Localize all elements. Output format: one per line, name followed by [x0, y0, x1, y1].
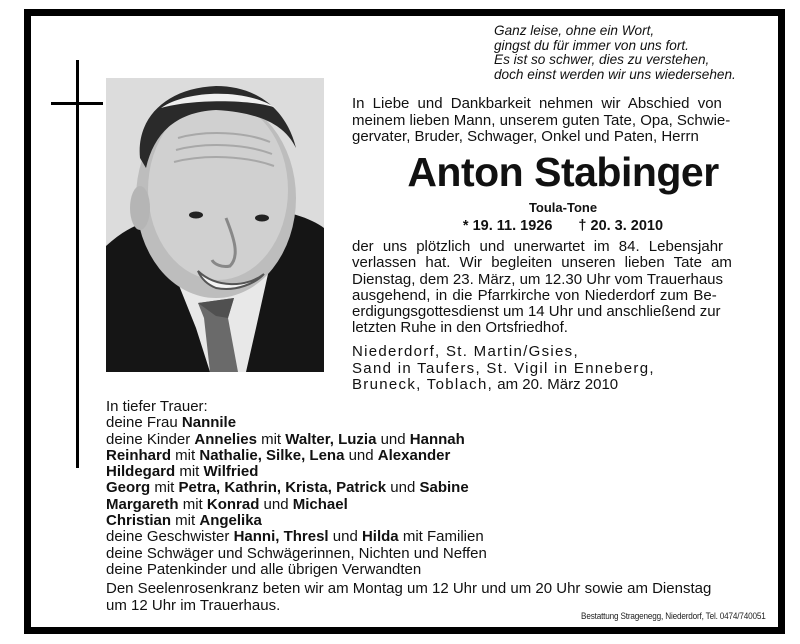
mourner-name: Walter, Luzia: [285, 430, 377, 448]
mourner-row: [106, 513, 487, 529]
mourner-name: Nannile: [181, 414, 237, 432]
announcement-line: ausgehend, in die Pfarrkirche von Niederdorf zum Be-: [352, 286, 717, 304]
birth-date: * 19. 11. 1926: [462, 218, 553, 234]
mourner-name: Hildegard: [106, 463, 176, 481]
poem-line: Ganz leise, ohne ein Wort,: [494, 23, 655, 38]
mourner-name: Sabine: [419, 479, 469, 497]
mourner-name: Hanni, Thresl: [233, 528, 329, 546]
mourner-name: Christian: [106, 512, 172, 530]
mourner-relation: mit Familien: [398, 528, 484, 546]
mourners-list: [106, 399, 487, 578]
places-line: Sand in Taufers, St. Vigil in Enneberg,: [352, 359, 655, 377]
mourner-relation: mit: [175, 463, 204, 481]
mourner-row: [106, 464, 487, 480]
announcement-line: letzten Ruhe in den Ortsfriedhof.: [352, 319, 568, 337]
mourner-relation: deine Schwäger und Schwägerinnen, Nichten und Neffen: [106, 544, 487, 562]
mourner-name: Georg: [106, 479, 151, 497]
mourner-name: Margareth: [106, 495, 179, 513]
death-date: † 20. 3. 2010: [578, 218, 664, 234]
mourner-relation: deine Patenkinder und alle übrigen Verwandten: [106, 560, 422, 578]
mourner-relation: und: [344, 446, 378, 464]
cross-icon-horizontal: [51, 102, 103, 105]
mourner-row: [106, 448, 487, 464]
portrait-photo: [106, 78, 324, 372]
mourners-heading: In tiefer Trauer:: [106, 398, 208, 415]
mourner-relation: und: [328, 528, 362, 546]
mourner-relation: mit: [150, 479, 179, 497]
cross-icon-vertical: [76, 60, 79, 468]
mourner-relation: mit: [178, 495, 207, 513]
places-line: Niederdorf, St. Martin/Gsies,: [352, 343, 579, 360]
intro-line: meinem lieben Mann, unserem guten Tate, Opa, Schwie-: [352, 111, 731, 129]
announcement-line: der uns plötzlich und unerwartet im 84. Lebensjahr: [352, 238, 724, 255]
funeral-home-credit: Bestattung Stragenegg, Niederdorf, Tel. 0474/740051: [581, 611, 766, 622]
mourner-row: [106, 529, 487, 545]
mourner-row: [106, 546, 487, 562]
notice-date: am 20. März 2010: [493, 376, 619, 393]
mourner-relation: mit: [171, 512, 200, 530]
mourner-rows: [106, 415, 487, 578]
poem-line: Es ist so schwer, dies zu verstehen,: [494, 52, 710, 68]
poem-line: gingst du für immer von uns fort.: [494, 37, 689, 53]
memorial-poem: [494, 24, 736, 82]
mourner-name: Konrad: [206, 495, 260, 513]
intro-line: gervater, Bruder, Schwager, Onkel und Paten, Herrn: [352, 128, 699, 146]
intro-text: [352, 96, 772, 146]
mourner-name: Hannah: [409, 430, 465, 448]
mourner-relation: und: [376, 430, 410, 448]
rosary-line: Den Seelenrosenkranz beten wir am Montag um 12 Uhr und um 20 Uhr sowie am Dienstag: [106, 580, 712, 597]
deceased-nickname: Toula-Tone: [528, 200, 598, 215]
mourner-row: [106, 562, 487, 578]
portrait-illustration: [106, 78, 324, 372]
mourner-name: Angelika: [199, 512, 262, 530]
mourner-relation: mit: [256, 430, 286, 448]
mourner-row: [106, 497, 487, 513]
mourner-name: Reinhard: [106, 446, 172, 464]
mourner-relation: deine Frau: [106, 414, 182, 432]
poem-line: doch einst werden wir uns wiedersehen.: [494, 66, 736, 82]
mourner-name: Hilda: [361, 528, 399, 546]
mourner-row: [106, 415, 487, 431]
intro-line: In Liebe und Dankbarkeit nehmen wir Abschied von: [352, 95, 722, 112]
rosary-notice: [106, 581, 774, 614]
places-and-date: [352, 344, 655, 394]
places-line: [352, 377, 655, 394]
mourner-relation: deine Geschwister: [106, 528, 234, 546]
rosary-line: um 12 Uhr im Trauerhaus.: [106, 596, 281, 614]
mourner-row: [106, 432, 487, 448]
mourner-name: Wilfried: [203, 463, 259, 481]
mourner-relation: und: [386, 479, 420, 497]
mourner-relation: deine Kinder: [106, 430, 195, 448]
mourner-name: Nathalie, Silke, Lena: [199, 446, 345, 464]
deceased-name: Anton Stabinger: [407, 149, 719, 195]
places-list: Bruneck, Toblach,: [352, 376, 494, 393]
funeral-announcement: [352, 239, 772, 337]
announcement-line: Dienstag, dem 23. März, um 12.30 Uhr vom Trauerhaus: [352, 270, 724, 288]
mourner-relation: und: [259, 495, 293, 513]
mourner-name: Annelies: [194, 430, 257, 448]
mourner-relation: mit: [171, 446, 200, 464]
mourner-name: Alexander: [377, 446, 451, 464]
mourner-name: Michael: [292, 495, 348, 513]
mourner-row: [106, 480, 487, 496]
life-dates: [340, 218, 786, 234]
mourner-name: Petra, Kathrin, Krista, Patrick: [178, 479, 387, 497]
announcement-line: erdigungsgottesdienst um 14 Uhr und anschließend zur: [352, 303, 721, 321]
announcement-line: verlassen hat. Wir begleiten unseren lieben Tate am: [352, 254, 732, 272]
